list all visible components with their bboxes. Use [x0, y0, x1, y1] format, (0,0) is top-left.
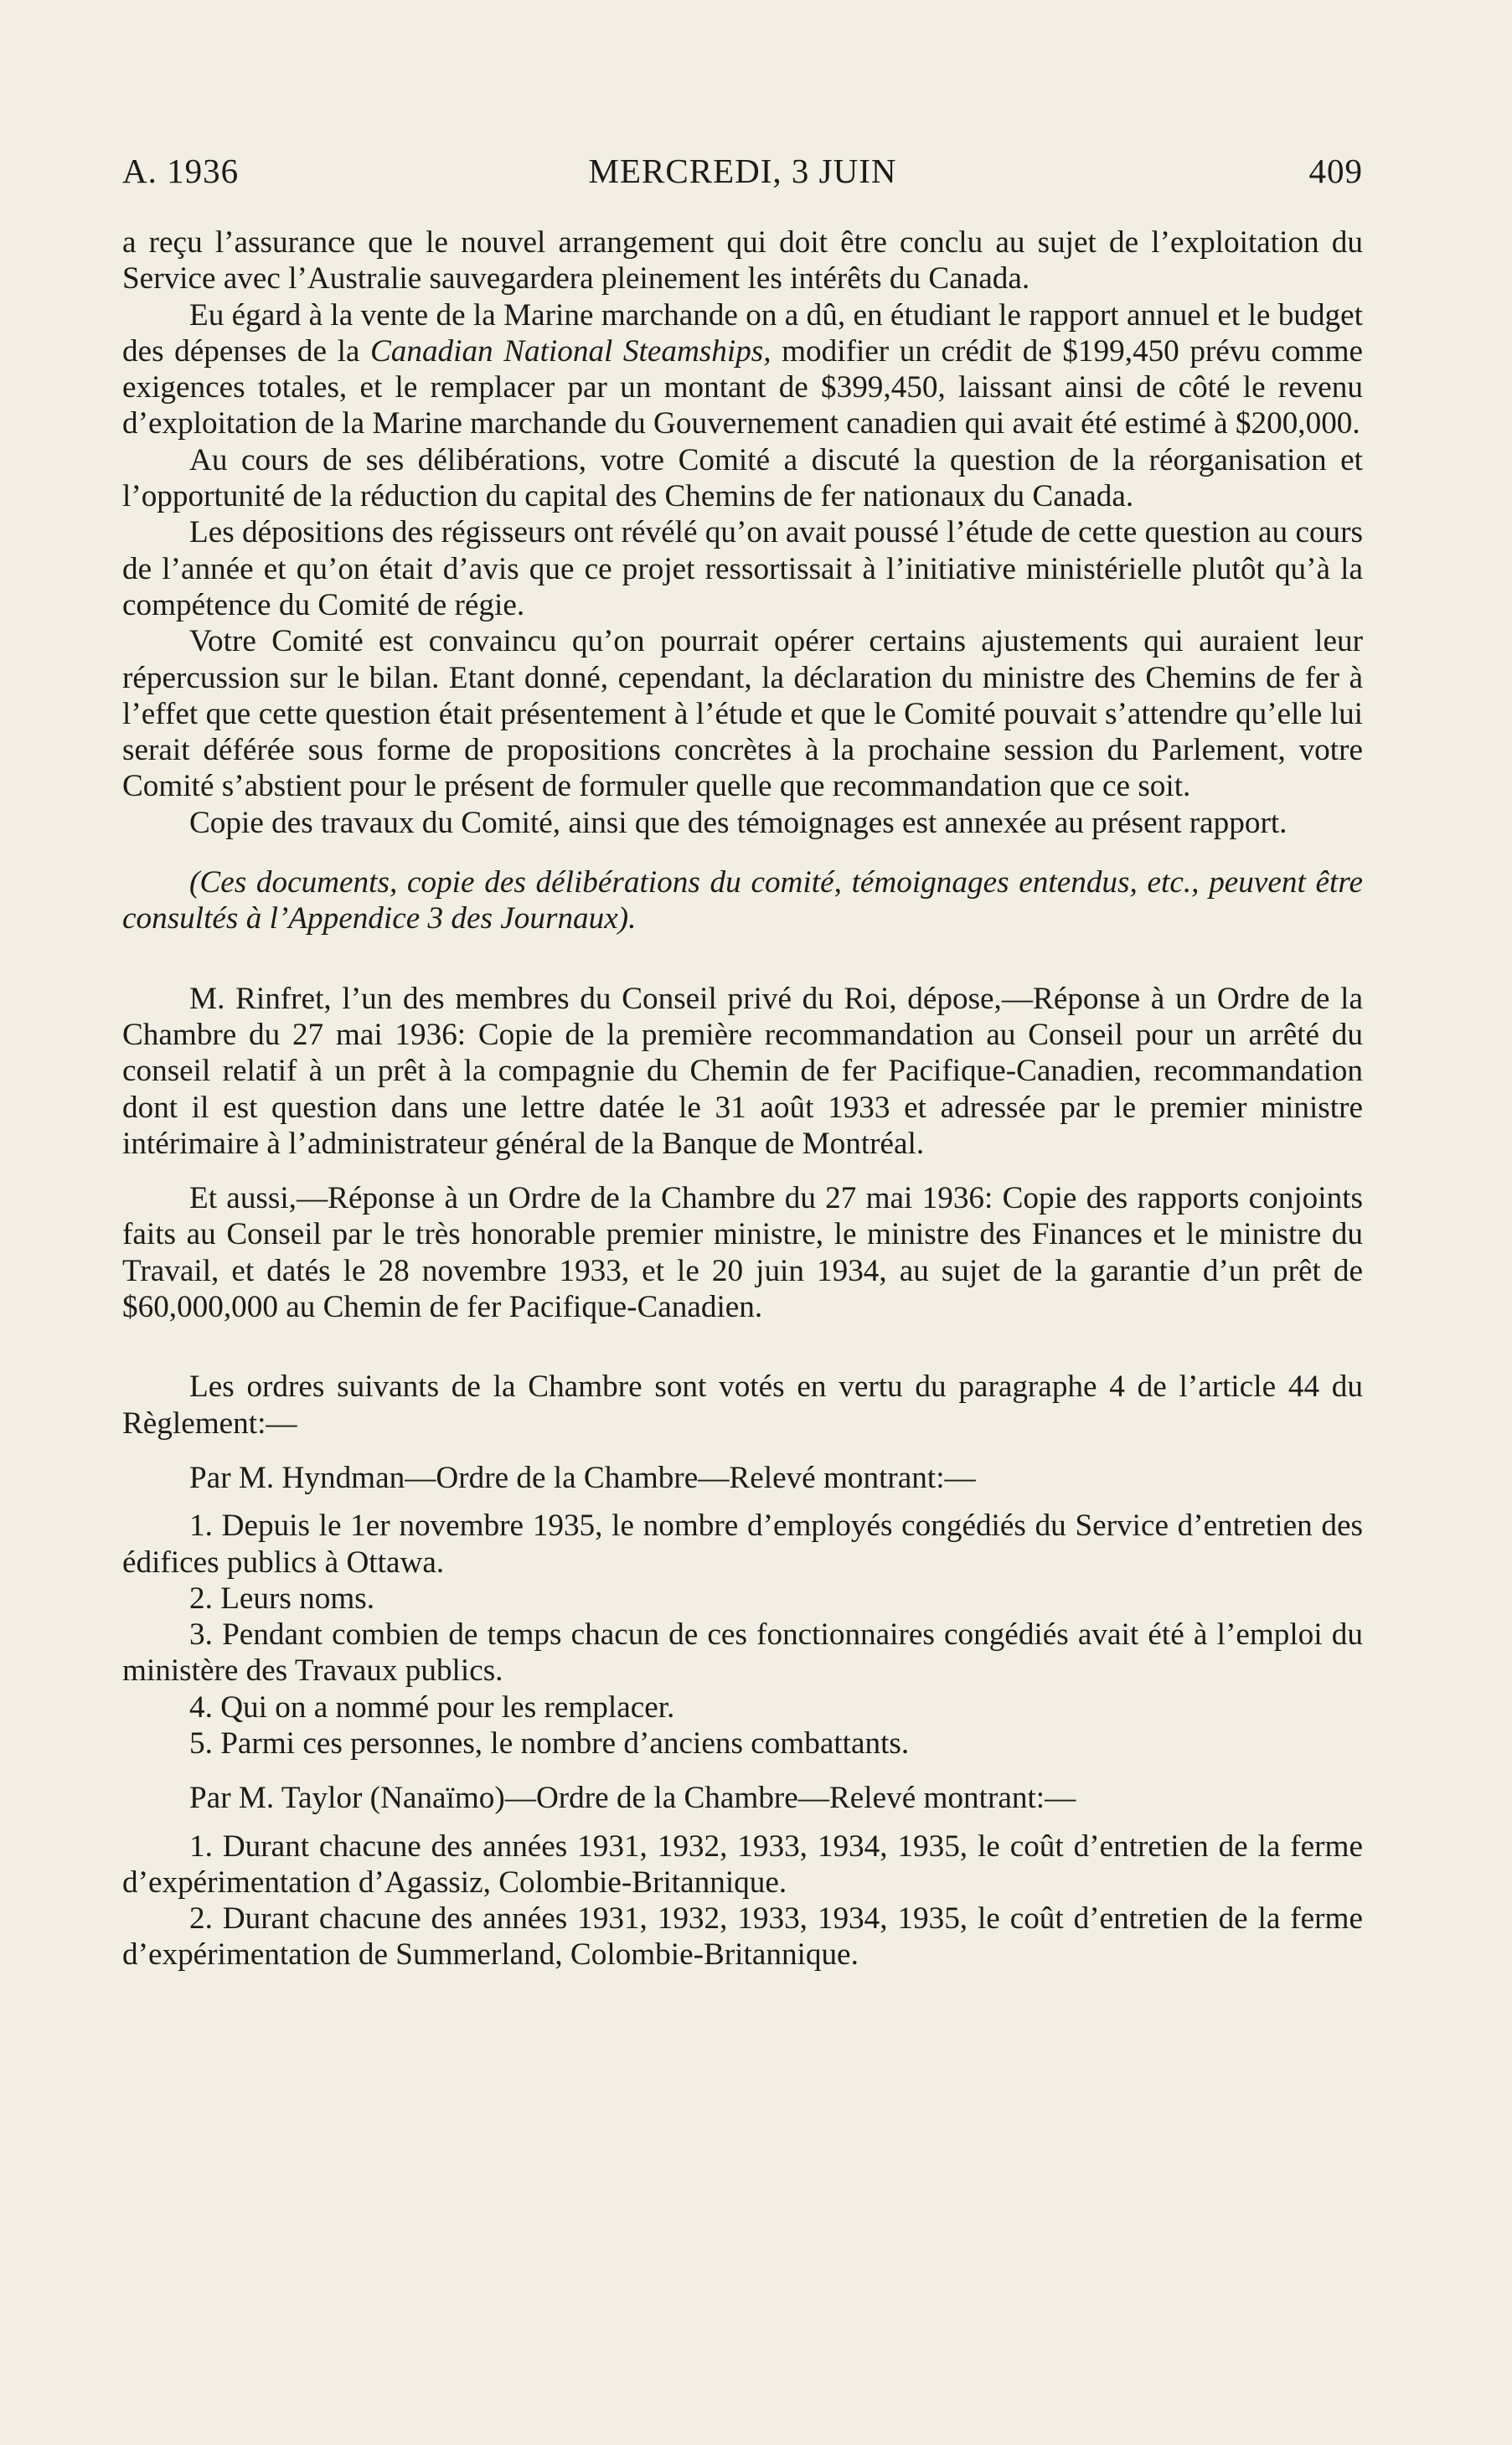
- paragraph-et-aussi: Et aussi,—Réponse à un Ordre de la Chambre du 27 mai 1936: Copie des rapports conjoints faits au Conseil par le très honorable premier ministre, le ministre des Finances et le ministre du Travail, et datés le 28 novembre 1933, et le 20 juin 1934, au sujet de la garantie d’un prêt de $60,000,000 au Chemin de fer Pacifique-Canadien.: [122, 1181, 1363, 1325]
- paragraph-6: Copie des travaux du Comité, ainsi que des témoignages est annexée au présent rapport.: [189, 805, 1288, 840]
- page-number: 409: [1308, 152, 1363, 190]
- paragraph-ordres: Les ordres suivants de la Chambre sont votés en vertu du paragraphe 4 de l’article 44 du Règlement:—: [122, 1370, 1363, 1441]
- list-item: 3. Pendant combien de temps chacun de ces fonctionnaires congédiés avait été à l’emploi du ministère des Travaux publics.: [122, 1617, 1363, 1689]
- order-hyndman: Par M. Hyndman—Ordre de la Chambre—Relevé montrant:—: [189, 1460, 976, 1495]
- paragraph-2-text-a: Eu égard à la vente de la Marine marchande on a dû, en étudiant le rapport annuel et le budget des dépenses de la: [122, 297, 1363, 369]
- order-taylor: Par M. Taylor (Nanaïmo)—Ordre de la Chambre—Relevé montrant:—: [189, 1781, 1076, 1816]
- paragraph-1: a reçu l’assurance que le nouvel arrangement qui doit être conclu au sujet de l’exploitation du Service avec l’Australie sauvegardera pleinement les intérêts du Canada.: [122, 225, 1363, 297]
- header-date: MERCREDI, 3 JUIN: [588, 152, 897, 190]
- list-item: 2. Durant chacune des années 1931, 1932, 1933, 1934, 1935, le coût d’entretien de la ferme d’expérimentation de Summerland, Colombie-Britannique.: [122, 1901, 1363, 1973]
- running-header: [122, 141, 1363, 193]
- list-item: 1. Depuis le 1er novembre 1935, le nombre d’employés congédiés du Service d’entretien des édifices publics à Ottawa.: [122, 1509, 1363, 1580]
- paragraph-3: Au cours de ses délibérations, votre Comité a discuté la question de la réorganisation et l’opportunité de la réduction du capital des Chemins de fer nationaux du Canada.: [122, 442, 1363, 514]
- paragraph-4: Les dépositions des régisseurs ont révélé qu’on avait poussé l’étude de cette question au cours de l’année et qu’on était d’avis que ce projet ressortissait à l’initiative ministérielle plutôt qu’à la compétence du Comité de régie.: [122, 515, 1363, 622]
- paragraph-rinfret: M. Rinfret, l’un des membres du Conseil privé du Roi, dépose,—Réponse à un Ordre de la Chambre du 27 mai 1936: Copie de la première recommandation au Conseil pour un arrêté du conseil relatif à un prêt à la compagnie du Chemin de fer Pacifique-Canadien, recommandation dont il est question dans une lettre datée le 31 août 1933 et adressée par le premier ministre intérimaire à l’administrateur général de la Banque de Montréal.: [122, 981, 1363, 1161]
- list-item: 4. Qui on a nommé pour les remplacer.: [189, 1689, 675, 1725]
- appendix-note: [122, 864, 1363, 937]
- paragraph-2-italic: Canadian National Steamships,: [369, 333, 771, 369]
- list-item: 5. Parmi ces personnes, le nombre d’anciens combattants.: [189, 1725, 910, 1761]
- page-body: [122, 224, 1363, 1973]
- appendix-note-text: (Ces documents, copie des délibérations du comité, témoignages entendus, etc., peuvent être consultés à l’Appendice 3 des Journaux).: [122, 865, 1363, 936]
- paragraph-2-text-b: modifier un crédit de $199,450 prévu comme exigences totales, et le remplacer par un montant de $399,450, laissant ainsi de côté le revenu d’exploitation de la Marine marchande du Gouvernement canadien qui avait été estimé à $200,000.: [122, 333, 1364, 441]
- paragraph-2: [122, 297, 1363, 442]
- header-year: A. 1936: [122, 152, 240, 190]
- list-item: 2. Leurs noms.: [189, 1581, 375, 1616]
- paragraph-5: Votre Comité est convaincu qu’on pourrait opérer certains ajustements qui auraient leur répercussion sur le bilan. Etant donné, cependant, la déclaration du ministre des Chemins de fer à l’effet que cette question était présentement à l’étude et que le Comité pouvait s’attendre qu’elle lui serait déférée sous forme de propositions concrètes à la prochaine session du Parlement, votre Comité s’abstient pour le présent de formuler quelle que recommandation que ce soit.: [122, 624, 1363, 804]
- list-item: 1. Durant chacune des années 1931, 1932, 1933, 1934, 1935, le coût d’entretien de la ferme d’expérimentation d’Agassiz, Colombie-Britannique.: [122, 1829, 1363, 1900]
